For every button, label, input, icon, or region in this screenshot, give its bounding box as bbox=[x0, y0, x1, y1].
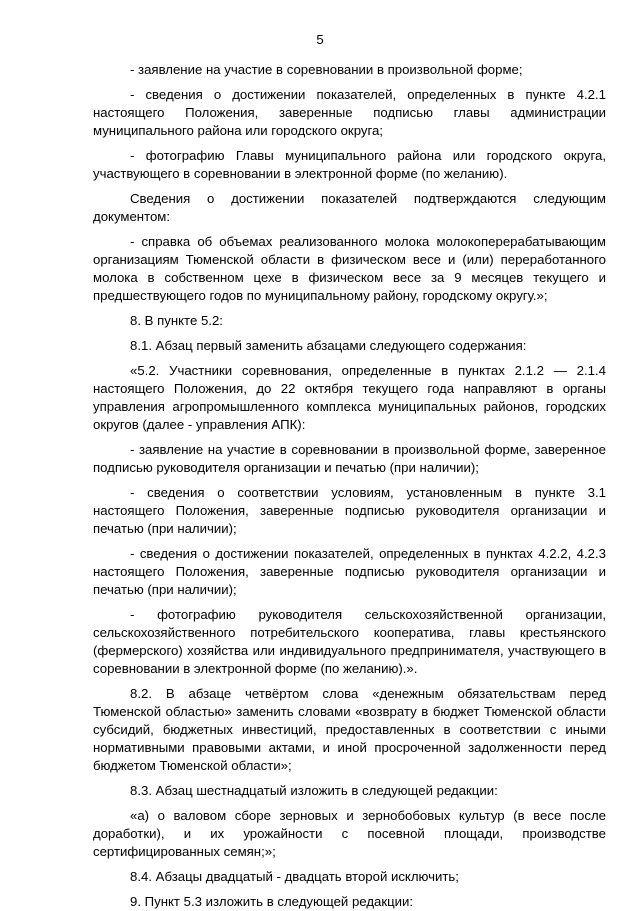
paragraph: - заявление на участие в соревновании в произвольной форме; bbox=[130, 62, 523, 77]
paragraph: - сведения о соответствии условиям, установленным в пункте 3.1 настоящего Положения, заверенные подписью руководителя организации и печатью (при наличии); bbox=[93, 485, 606, 536]
paragraph: 9. Пункт 5.3 изложить в следующей редакции: bbox=[130, 894, 414, 909]
paragraph: «5.2. Участники соревнования, определенные в пунктах 2.1.2 — 2.1.4 настоящего Положения, до 22 октября текущего года направляют в органы управления агропромышленного комплекса муниципальных районов, городских округов (далее - управления АПК): bbox=[93, 363, 606, 432]
page-number: 5 bbox=[316, 32, 324, 47]
paragraph: 8. В пункте 5.2: bbox=[130, 313, 223, 328]
paragraph: - фотографию руководителя сельскохозяйственной организации, сельскохозяйственного потребительского кооператива, главы крестьянского (фермерского) хозяйства или индивидуального предпринимателя, участвующего в соревновании в электронной форме (по желанию).». bbox=[93, 607, 606, 676]
paragraph: Сведения о достижении показателей подтверждаются следующим документом: bbox=[93, 191, 606, 224]
paragraph: - фотографию Главы муниципального района или городского округа, участвующего в соревновании в электронной форме (по желанию). bbox=[93, 148, 606, 181]
paragraph: - заявление на участие в соревновании в произвольной форме, заверенное подписью руководителя организации и печатью (при наличии); bbox=[93, 442, 606, 475]
paragraph: 8.2. В абзаце четвёртом слова «денежным обязательствам перед Тюменской областью» заменить словами «возврату в бюджет Тюменской области субсидий, бюджетных инвестиций, предоставленных в соответствии с иными нормативными правовыми актами, и иной просроченной задолженности перед бюджетом Тюменской области»; bbox=[93, 686, 606, 773]
paragraph: «а) о валовом сборе зерновых и зернобобовых культур (в весе после доработки), и их урожайности с посевной площади, производстве сертифицированных семян;»; bbox=[93, 808, 606, 859]
document-body bbox=[93, 61, 606, 911]
paragraph: - справка об объемах реализованного молока молокоперерабатывающим организациям Тюменской области в физическом весе и (или) переработанного молока в собственном цехе в физическом весе за 9 месяцев текущего и предшествующего годов по муниципальному району, городскому округу.»; bbox=[93, 234, 606, 303]
paragraph: 8.1. Абзац первый заменить абзацами следующего содержания: bbox=[130, 338, 527, 353]
paragraph: - сведения о достижении показателей, определенных в пункте 4.2.1 настоящего Положения, заверенные подписью главы администрации муниципального района или городского округа; bbox=[93, 87, 606, 138]
paragraph: - сведения о достижении показателей, определенных в пунктах 4.2.2, 4.2.3 настоящего Положения, заверенные подписью руководителя организации и печатью (при наличии); bbox=[93, 546, 606, 597]
paragraph: 8.3. Абзац шестнадцатый изложить в следующей редакции: bbox=[130, 783, 498, 798]
paragraph: 8.4. Абзацы двадцатый - двадцать второй исключить; bbox=[130, 869, 459, 884]
